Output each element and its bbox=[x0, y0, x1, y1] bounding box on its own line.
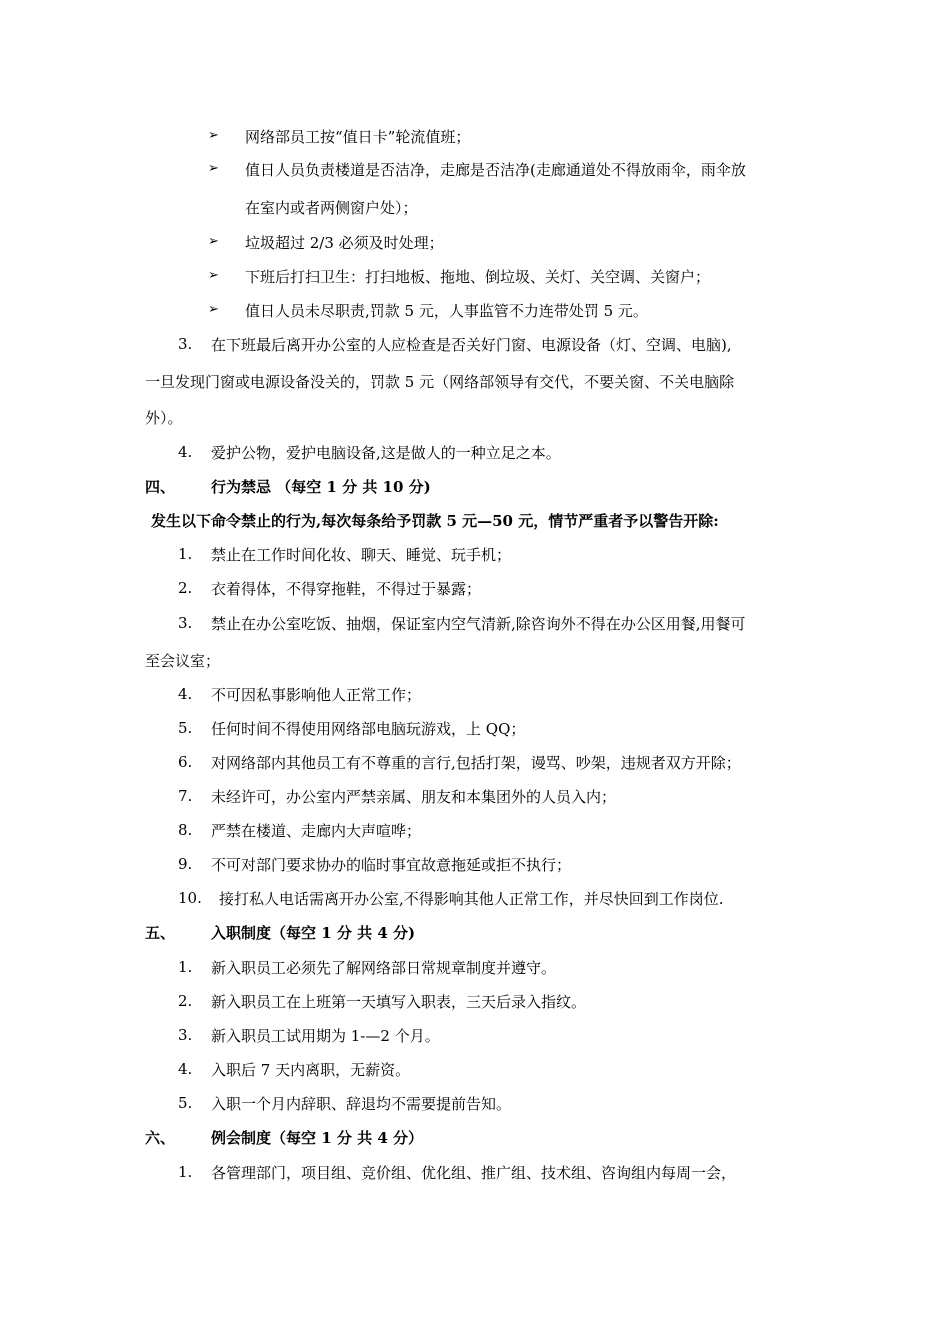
item-number: 5. bbox=[178, 1094, 193, 1112]
item-number: 3. bbox=[178, 1026, 193, 1044]
item-number: 9. bbox=[178, 855, 193, 873]
item-text-continuation: 一旦发现门窗或电源设备没关的，罚款 5 元（网络部领导有交代，不要关窗、不关电脑除 bbox=[145, 373, 735, 391]
section-number: 四、 bbox=[145, 478, 176, 496]
bullet-arrow-icon: ➢ bbox=[208, 302, 219, 317]
item-text: 衣着得体，不得穿拖鞋，不得过于暴露； bbox=[211, 580, 482, 598]
item-text: 不可对部门要求协办的临时事宜故意拖延或拒不执行； bbox=[211, 856, 572, 874]
bullet-text: 垃圾超过 2/3 必须及时处理； bbox=[245, 234, 444, 252]
item-number: 3. bbox=[178, 335, 193, 353]
section-number: 六、 bbox=[145, 1129, 176, 1147]
bullet-text-continuation: 在室内或者两侧窗户处）； bbox=[245, 199, 418, 217]
item-text: 禁止在办公室吃饭、抽烟，保证室内空气清新,除咨询外不得在办公区用餐,用餐可 bbox=[211, 615, 746, 633]
bullet-text: 值日人员未尽职责,罚款 5 元，人事监管不力连带处罚 5 元。 bbox=[245, 302, 648, 320]
item-number: 4. bbox=[178, 1060, 193, 1078]
item-number: 7. bbox=[178, 787, 193, 805]
bullet-text: 下班后打扫卫生：打扫地板、拖地、倒垃圾、关灯、关空调、关窗户； bbox=[245, 268, 711, 286]
item-number: 8. bbox=[178, 821, 193, 839]
item-text: 任何时间不得使用网络部电脑玩游戏，上 QQ； bbox=[211, 720, 526, 738]
item-text: 不可因私事影响他人正常工作； bbox=[211, 686, 422, 704]
section-title: 例会制度（每空 1 分 共 4 分） bbox=[211, 1129, 423, 1147]
item-text: 新入职员工试用期为 1-—2 个月。 bbox=[211, 1027, 440, 1045]
item-number: 1. bbox=[178, 545, 193, 563]
section-title: 入职制度（每空 1 分 共 4 分) bbox=[211, 924, 416, 942]
item-number: 2. bbox=[178, 992, 193, 1010]
item-text: 对网络部内其他员工有不尊重的言行,包括打架，谩骂、吵架，违规者双方开除； bbox=[211, 754, 741, 772]
item-number: 6. bbox=[178, 753, 193, 771]
item-text: 各管理部门，项目组、竞价组、优化组、推广组、技术组、咨询组内每周一会， bbox=[211, 1164, 737, 1182]
section-number: 五、 bbox=[145, 924, 176, 942]
bullet-arrow-icon: ➢ bbox=[208, 234, 219, 249]
item-text: 禁止在工作时间化妆、聊天、睡觉、玩手机； bbox=[211, 546, 512, 564]
section-title: 行为禁忌 （每空 1 分 共 10 分) bbox=[211, 478, 431, 496]
item-number: 1. bbox=[178, 958, 193, 976]
bullet-text: 网络部员工按“值日卡”轮流值班； bbox=[245, 128, 471, 146]
item-number: 3. bbox=[178, 614, 193, 632]
bullet-arrow-icon: ➢ bbox=[208, 128, 219, 143]
item-text-continuation: 至会议室； bbox=[145, 652, 221, 670]
item-number: 4. bbox=[178, 443, 193, 461]
item-text: 在下班最后离开办公室的人应检查是否关好门窗、电源设备（灯、空调、电脑), bbox=[211, 336, 732, 354]
bullet-arrow-icon: ➢ bbox=[208, 161, 219, 176]
item-text: 新入职员工必须先了解网络部日常规章制度并遵守。 bbox=[211, 959, 557, 977]
item-text: 爱护公物，爱护电脑设备,这是做人的一种立足之本。 bbox=[211, 444, 561, 462]
item-text: 严禁在楼道、走廊内大声喧哗； bbox=[211, 822, 422, 840]
item-text: 入职一个月内辞职、辞退均不需要提前告知。 bbox=[211, 1095, 512, 1113]
item-number: 5. bbox=[178, 719, 193, 737]
item-text: 入职后 7 天内离职，无薪资。 bbox=[211, 1061, 411, 1079]
bullet-text: 值日人员负责楼道是否洁净，走廊是否洁净(走廊通道处不得放雨伞，雨伞放 bbox=[245, 161, 746, 179]
item-text: 未经许可，办公室内严禁亲属、朋友和本集团外的人员入内； bbox=[211, 788, 617, 806]
item-number: 2. bbox=[178, 579, 193, 597]
item-number: 1. bbox=[178, 1163, 193, 1181]
item-number: 4. bbox=[178, 685, 193, 703]
item-number: 10. bbox=[178, 889, 202, 907]
section-intro: 发生以下命令禁止的行为,每次每条给予罚款 5 元—50 元，情节严重者予以警告开除: bbox=[151, 512, 719, 530]
bullet-arrow-icon: ➢ bbox=[208, 268, 219, 283]
item-text: 新入职员工在上班第一天填写入职表，三天后录入指纹。 bbox=[211, 993, 587, 1011]
item-text: 接打私人电话需离开办公室,不得影响其他人正常工作，并尽快回到工作岗位. bbox=[219, 890, 724, 908]
item-text-continuation: 外）。 bbox=[145, 409, 183, 427]
